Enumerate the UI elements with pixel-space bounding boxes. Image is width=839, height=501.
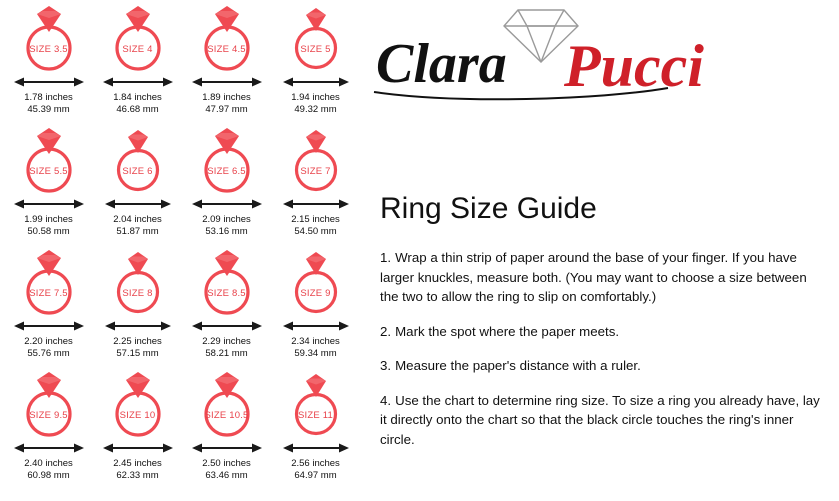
- ring-size-label: SIZE 4.5: [207, 44, 246, 55]
- ring-size-cell: [93, 126, 182, 248]
- measure-inches: 2.34 inches: [291, 336, 340, 347]
- measure-inches: 2.25 inches: [113, 336, 162, 347]
- width-arrow-icon: [10, 75, 88, 89]
- measure-mm: 57.15 mm: [116, 347, 159, 359]
- measure-mm: 58.21 mm: [205, 347, 248, 359]
- ring-measurement: [93, 214, 182, 237]
- ring-measurement: [271, 214, 360, 237]
- step-text: Mark the spot where the paper meets.: [395, 323, 620, 339]
- ring-measurement: [4, 214, 93, 237]
- ring-illustration: [99, 4, 177, 74]
- ring-illustration: [99, 126, 177, 196]
- ring-size-cell: [182, 4, 271, 126]
- instruction-step: [380, 322, 822, 342]
- measure-inches: 2.40 inches: [24, 458, 73, 469]
- measure-mm: 45.39 mm: [27, 103, 70, 115]
- ring-measurement: [271, 92, 360, 115]
- ring-size-label: SIZE 6.5: [207, 166, 246, 177]
- measure-inches: 2.50 inches: [202, 458, 251, 469]
- ring-measurement: [93, 336, 182, 359]
- ring-size-label: SIZE 8.5: [207, 288, 246, 299]
- ring-illustration: [188, 4, 266, 74]
- ring-illustration: [277, 126, 355, 196]
- measure-mm: 63.46 mm: [205, 469, 248, 481]
- measure-inches: 1.99 inches: [24, 214, 73, 225]
- chart-row: [4, 370, 360, 492]
- instruction-step: [380, 248, 822, 307]
- measure-mm: 59.34 mm: [294, 347, 337, 359]
- ring-size-label: SIZE 8: [122, 288, 153, 299]
- ring-size-label: SIZE 10: [119, 410, 156, 421]
- ring-size-cell: [93, 370, 182, 492]
- ring-measurement: [93, 458, 182, 481]
- chart-row: [4, 4, 360, 126]
- ring-size-label: SIZE 5.5: [29, 166, 68, 177]
- ring-size-cell: [4, 248, 93, 370]
- ring-size-cell: [4, 370, 93, 492]
- brand-logo: [368, 4, 788, 104]
- step-number: 1.: [380, 250, 392, 265]
- ring-measurement: [182, 458, 271, 481]
- width-arrow-icon: [277, 319, 355, 333]
- ring-size-cell: [93, 4, 182, 126]
- measure-inches: 2.56 inches: [291, 458, 340, 469]
- width-arrow-icon: [188, 319, 266, 333]
- instruction-step: [380, 356, 822, 376]
- step-text: Measure the paper's distance with a ruler.: [395, 358, 641, 373]
- ring-measurement: [182, 214, 271, 237]
- width-arrow-icon: [188, 75, 266, 89]
- width-arrow-icon: [188, 197, 266, 211]
- width-arrow-icon: [10, 319, 88, 333]
- width-arrow-icon: [99, 75, 177, 89]
- ring-size-cell: [93, 248, 182, 370]
- measure-mm: 62.33 mm: [116, 469, 159, 481]
- measure-inches: 1.78 inches: [24, 92, 73, 103]
- ring-illustration: [188, 370, 266, 440]
- ring-size-label: SIZE 4: [122, 44, 153, 55]
- measure-mm: 60.98 mm: [27, 469, 70, 481]
- measure-inches: 1.94 inches: [291, 92, 340, 103]
- ring-size-cell: [4, 4, 93, 126]
- measure-inches: 1.89 inches: [202, 92, 251, 103]
- ring-illustration: [277, 4, 355, 74]
- ring-size-label: SIZE 7: [300, 166, 331, 177]
- ring-illustration: [188, 126, 266, 196]
- measure-mm: 50.58 mm: [27, 225, 70, 237]
- chart-row: [4, 126, 360, 248]
- width-arrow-icon: [277, 197, 355, 211]
- width-arrow-icon: [10, 197, 88, 211]
- measure-mm: 49.32 mm: [294, 103, 337, 115]
- ring-size-cell: [271, 248, 360, 370]
- ring-illustration: [277, 370, 355, 440]
- step-number: 2.: [380, 323, 392, 339]
- measure-inches: 2.29 inches: [202, 336, 251, 347]
- measure-inches: 2.45 inches: [113, 458, 162, 469]
- ring-size-label: SIZE 6: [122, 166, 153, 177]
- measure-mm: 53.16 mm: [205, 225, 248, 237]
- measure-inches: 1.84 inches: [113, 92, 162, 103]
- measure-mm: 64.97 mm: [294, 469, 337, 481]
- ring-measurement: [93, 92, 182, 115]
- width-arrow-icon: [10, 441, 88, 455]
- ring-size-label: SIZE 9: [300, 288, 331, 299]
- ring-size-cell: [271, 4, 360, 126]
- ring-measurement: [4, 458, 93, 481]
- ring-measurement: [271, 458, 360, 481]
- step-number: 3.: [380, 358, 392, 373]
- svg-text:Clara: Clara: [376, 33, 507, 95]
- ring-illustration: [10, 370, 88, 440]
- ring-size-cell: [182, 370, 271, 492]
- ring-size-label: SIZE 7.5: [29, 288, 68, 299]
- ring-measurement: [182, 336, 271, 359]
- ring-illustration: [188, 248, 266, 318]
- measure-inches: 2.20 inches: [24, 336, 73, 347]
- ring-size-label: SIZE 5: [300, 44, 331, 55]
- width-arrow-icon: [99, 197, 177, 211]
- chart-row: [4, 248, 360, 370]
- ring-illustration: [10, 4, 88, 74]
- width-arrow-icon: [99, 319, 177, 333]
- measure-inches: 2.09 inches: [202, 214, 251, 225]
- ring-size-chart: [0, 0, 360, 501]
- ring-size-label: SIZE 3.5: [29, 44, 68, 55]
- ring-size-label: SIZE 10.5: [204, 410, 249, 421]
- ring-size-cell: [271, 370, 360, 492]
- measure-mm: 47.97 mm: [205, 103, 248, 115]
- measure-mm: 46.68 mm: [116, 103, 159, 115]
- ring-measurement: [4, 92, 93, 115]
- ring-illustration: [99, 248, 177, 318]
- ring-size-cell: [182, 126, 271, 248]
- ring-measurement: [4, 336, 93, 359]
- ring-illustration: [99, 370, 177, 440]
- instruction-list: [380, 248, 822, 464]
- step-text: Wrap a thin strip of paper around the base of your finger. If you have larger knuckles, measure both. (You may want to choose a size between the two to allow the ring to slip on comfortably.): [380, 250, 807, 304]
- ring-size-label: SIZE 9.5: [29, 410, 68, 421]
- page-title: Ring Size Guide: [380, 192, 597, 225]
- ring-size-cell: [271, 126, 360, 248]
- measure-mm: 51.87 mm: [116, 225, 159, 237]
- width-arrow-icon: [99, 441, 177, 455]
- instruction-step: [380, 391, 822, 450]
- measure-inches: 2.04 inches: [113, 214, 162, 225]
- step-text: Use the chart to determine ring size. To size a ring you already have, lay it directly onto the chart so that the black circle touches the ring's inner circle.: [380, 392, 820, 447]
- measure-inches: 2.15 inches: [291, 214, 340, 225]
- ring-illustration: [10, 126, 88, 196]
- ring-illustration: [10, 248, 88, 318]
- guide-panel: [362, 0, 839, 501]
- step-number: 4.: [380, 392, 392, 408]
- ring-measurement: [271, 336, 360, 359]
- measure-mm: 55.76 mm: [27, 347, 70, 359]
- ring-illustration: [277, 248, 355, 318]
- ring-size-cell: [182, 248, 271, 370]
- svg-text:Pucci: Pucci: [564, 33, 704, 99]
- ring-size-cell: [4, 126, 93, 248]
- width-arrow-icon: [188, 441, 266, 455]
- width-arrow-icon: [277, 75, 355, 89]
- ring-size-label: SIZE 11: [297, 410, 334, 421]
- ring-measurement: [182, 92, 271, 115]
- width-arrow-icon: [277, 441, 355, 455]
- measure-mm: 54.50 mm: [294, 225, 337, 237]
